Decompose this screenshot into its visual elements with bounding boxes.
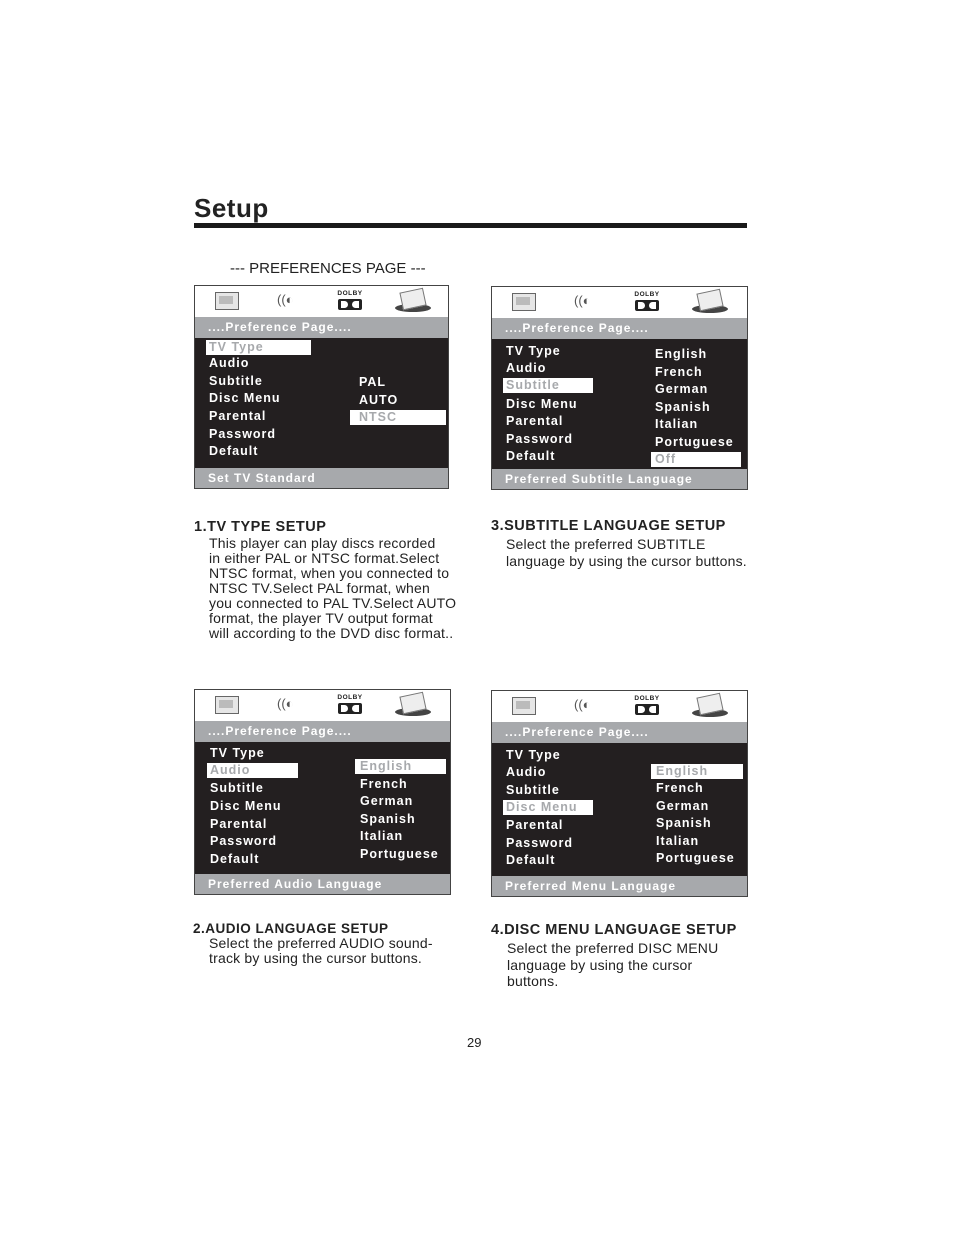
body-line: Select the preferred SUBTITLE bbox=[506, 536, 706, 552]
option-portuguese[interactable]: Portuguese bbox=[655, 435, 734, 449]
dolby-label: DOLBY bbox=[634, 291, 660, 298]
option-german[interactable]: German bbox=[360, 794, 414, 808]
body-line: Select the preferred DISC MENU bbox=[507, 940, 719, 956]
dolby-icon bbox=[336, 290, 364, 312]
osd-header: ....Preference Page.... bbox=[492, 722, 747, 743]
preference-icon bbox=[692, 291, 728, 313]
option-english[interactable]: English bbox=[655, 347, 708, 361]
menu-item-disc-menu[interactable]: Disc Menu bbox=[503, 800, 593, 815]
body-line: language by using the cursor buttons. bbox=[506, 552, 747, 569]
menu-item-audio[interactable]: Audio bbox=[506, 361, 547, 375]
osd-panel-disc-menu bbox=[491, 690, 748, 897]
menu-item-password[interactable]: Password bbox=[210, 834, 278, 848]
body-line: language by using the cursor bbox=[507, 956, 693, 973]
option-german[interactable]: German bbox=[655, 382, 709, 396]
preference-icon bbox=[395, 290, 431, 312]
section-title-subtitle: 3.SUBTITLE LANGUAGE SETUP bbox=[491, 518, 726, 534]
menu-item-default[interactable]: Default bbox=[210, 852, 260, 866]
menu-item-parental[interactable]: Parental bbox=[506, 414, 564, 428]
body-line: you connected to PAL TV.Select AUTO bbox=[209, 595, 457, 611]
menu-item-tv-type[interactable]: TV Type bbox=[506, 748, 561, 762]
osd-panel-audio bbox=[194, 689, 451, 895]
menu-item-parental[interactable]: Parental bbox=[506, 818, 564, 832]
option-english[interactable]: English bbox=[355, 759, 446, 774]
preference-icon bbox=[395, 694, 431, 716]
body-line: NTSC TV.Select PAL format, when bbox=[209, 580, 430, 596]
menu-item-disc-menu[interactable]: Disc Menu bbox=[506, 397, 578, 411]
section-title-tv-type: 1.TV TYPE SETUP bbox=[194, 519, 327, 535]
tv-setup-icon bbox=[215, 292, 239, 310]
section-body-audio bbox=[209, 936, 433, 966]
option-portuguese[interactable]: Portuguese bbox=[656, 851, 735, 865]
audio-setup-icon: ((◐ bbox=[277, 696, 294, 711]
preferences-heading: --- PREFERENCES PAGE --- bbox=[230, 260, 426, 277]
option-french[interactable]: French bbox=[360, 777, 408, 791]
menu-item-tv-type[interactable]: TV Type bbox=[210, 746, 265, 760]
option-german[interactable]: German bbox=[656, 799, 710, 813]
preference-icon bbox=[692, 695, 728, 717]
menu-item-audio[interactable]: Audio bbox=[209, 356, 250, 370]
body-line: Select the preferred AUDIO sound- bbox=[209, 935, 433, 951]
section-body-tv-type bbox=[209, 536, 456, 641]
option-italian[interactable]: Italian bbox=[360, 829, 404, 843]
menu-item-audio[interactable]: Audio bbox=[506, 765, 547, 779]
dolby-label: DOLBY bbox=[634, 695, 660, 702]
tv-setup-icon bbox=[215, 696, 239, 714]
body-line: track by using the cursor buttons. bbox=[209, 950, 423, 966]
menu-item-parental[interactable]: Parental bbox=[209, 409, 267, 423]
body-line: format, the player TV output format bbox=[209, 610, 433, 626]
dolby-icon bbox=[336, 694, 364, 716]
section-title-disc-menu: 4.DISC MENU LANGUAGE SETUP bbox=[491, 922, 737, 938]
menu-item-subtitle[interactable]: Subtitle bbox=[503, 378, 593, 393]
osd-footer: Preferred Audio Language bbox=[195, 874, 450, 894]
menu-item-password[interactable]: Password bbox=[209, 427, 277, 441]
osd-panel-tv-type bbox=[194, 285, 449, 489]
dolby-label: DOLBY bbox=[337, 694, 363, 701]
option-ntsc[interactable]: NTSC bbox=[350, 410, 446, 425]
menu-item-audio[interactable]: Audio bbox=[207, 763, 298, 778]
audio-setup-icon: ((◐ bbox=[574, 697, 591, 712]
option-spanish[interactable]: Spanish bbox=[656, 816, 712, 830]
menu-item-default[interactable]: Default bbox=[506, 449, 556, 463]
osd-header: ....Preference Page.... bbox=[195, 317, 448, 338]
option-french[interactable]: French bbox=[656, 781, 704, 795]
option-off[interactable]: Off bbox=[651, 452, 741, 467]
osd-header: ....Preference Page.... bbox=[492, 318, 747, 339]
osd-footer: Set TV Standard bbox=[195, 468, 448, 488]
menu-item-default[interactable]: Default bbox=[506, 853, 556, 867]
section-body-disc-menu bbox=[507, 940, 718, 990]
menu-item-password[interactable]: Password bbox=[506, 432, 574, 446]
body-line: This player can play discs recorded bbox=[209, 535, 436, 551]
option-spanish[interactable]: Spanish bbox=[360, 812, 416, 826]
audio-setup-icon: ((◐ bbox=[574, 293, 591, 308]
osd-icon-bar bbox=[492, 691, 747, 723]
option-italian[interactable]: Italian bbox=[656, 834, 700, 848]
body-line: NTSC format, when you connected to bbox=[209, 565, 450, 581]
dolby-icon bbox=[633, 291, 661, 313]
menu-item-subtitle[interactable]: Subtitle bbox=[506, 783, 560, 797]
title-rule bbox=[194, 223, 747, 228]
osd-panel-subtitle bbox=[491, 286, 748, 490]
body-line: will according to the DVD disc format.. bbox=[209, 625, 454, 641]
osd-footer: Preferred Subtitle Language bbox=[492, 469, 747, 489]
menu-item-subtitle[interactable]: Subtitle bbox=[209, 374, 263, 388]
audio-setup-icon: ((◐ bbox=[277, 292, 294, 307]
menu-item-parental[interactable]: Parental bbox=[210, 817, 268, 831]
page-title: Setup bbox=[194, 193, 269, 223]
osd-icon-bar bbox=[492, 287, 747, 319]
option-auto[interactable]: AUTO bbox=[359, 393, 399, 407]
menu-item-tv-type[interactable]: TV Type bbox=[506, 344, 561, 358]
osd-icon-bar bbox=[195, 286, 448, 318]
option-portuguese[interactable]: Portuguese bbox=[360, 847, 439, 861]
page-number: 29 bbox=[467, 1035, 482, 1050]
menu-item-subtitle[interactable]: Subtitle bbox=[210, 781, 264, 795]
menu-item-disc-menu[interactable]: Disc Menu bbox=[210, 799, 282, 813]
option-english[interactable]: English bbox=[651, 764, 743, 779]
menu-item-disc-menu[interactable]: Disc Menu bbox=[209, 391, 281, 405]
option-spanish[interactable]: Spanish bbox=[655, 400, 711, 414]
option-italian[interactable]: Italian bbox=[655, 417, 699, 431]
menu-item-password[interactable]: Password bbox=[506, 836, 574, 850]
osd-footer: Preferred Menu Language bbox=[492, 876, 747, 896]
tv-setup-icon bbox=[512, 293, 536, 311]
section-body-subtitle bbox=[506, 536, 747, 569]
body-line: buttons. bbox=[507, 973, 559, 989]
dolby-label: DOLBY bbox=[337, 290, 363, 297]
section-title-audio: 2.AUDIO LANGUAGE SETUP bbox=[193, 921, 389, 936]
osd-icon-bar bbox=[195, 690, 450, 722]
menu-item-default[interactable]: Default bbox=[209, 444, 259, 458]
option-french[interactable]: French bbox=[655, 365, 703, 379]
osd-header: ....Preference Page.... bbox=[195, 721, 450, 742]
tv-setup-icon bbox=[512, 697, 536, 715]
body-line: in either PAL or NTSC format.Select bbox=[209, 550, 440, 566]
option-pal[interactable]: PAL bbox=[359, 375, 387, 389]
menu-item-tv-type[interactable]: TV Type bbox=[206, 340, 311, 355]
dolby-icon bbox=[633, 695, 661, 717]
